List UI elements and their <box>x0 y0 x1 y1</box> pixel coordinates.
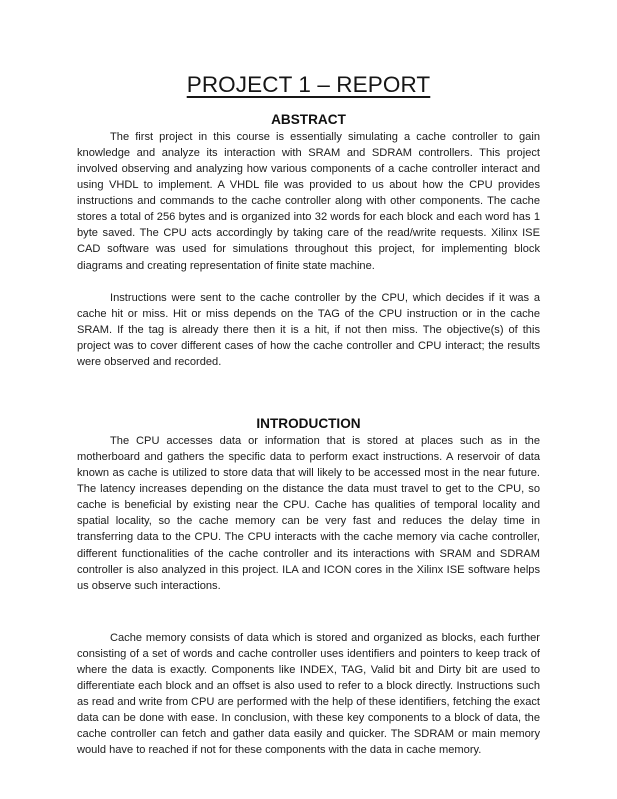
paragraph-spacer <box>77 274 540 290</box>
abstract-paragraph-1: The first project in this course is essentially simulating a cache controller to gain knowledge and analyze its interaction with SRAM and SDRAM controllers. This project involved observing and analyzing how various components of a cache controller interact and using VHDL to implement. A VHDL file was provided to us about how the CPU provides instructions and commands to the cache controller along with other components. The cache stores a total of 256 bytes and is organized into 32 words for each block and each word has 1 byte saved. The CPU acts accordingly by taking care of the read/write requests. Xilinx ISE CAD software was used for simulations throughout this project, for implementing block diagrams and creating representation of finite state machine. <box>77 130 540 272</box>
section-heading-abstract: ABSTRACT <box>271 112 346 128</box>
paragraph-spacer-large <box>77 594 540 630</box>
introduction-paragraph-1: The CPU accesses data or information that is stored at places such as in the motherboard and gathers the specific data to perform exact instructions. A reservoir of data known as cache is utilized to store data that will likely to be accessed most in the near future. The latency increases depending on the distance the data must travel to get to the CPU, so cache is beneficial by existing near the CPU. Cache has qualities of temporal locality and spatial locality, so the cache memory can be very fast and reduces the delay time in transferring data to the CPU. The CPU interacts with the cache memory via cache controller, different functionalities of the cache controller and its interactions with SRAM and SDRAM controller is also analyzed in this project. ILA and ICON cores in the Xilinx ISE software helps us observe such interactions. <box>77 434 540 592</box>
section-spacer <box>77 370 540 415</box>
section-heading-introduction: INTRODUCTION <box>256 416 361 432</box>
introduction-paragraph-2: Cache memory consists of data which is stored and organized as blocks, each further consisting of a set of words and cache controller uses identifiers and pointers to keep track of where the data is exactly. Components like INDEX, TAG, Valid bit and Dirty bit are used to differentiate each block and an offset is also used to refer to a block directly. Instructions such as read and write from CPU are performed with the help of these identifiers, fetching the exact data can be done with ease. In conclusion, with these key components to a block of data, the cache controller can fetch and gather data easily and quicker. The SDRAM or main memory would have to reached if not for these components with the data in cache memory. <box>77 631 540 757</box>
document-title-text: PROJECT 1 – REPORT <box>186 72 431 97</box>
document-title <box>77 0 540 98</box>
abstract-paragraph-2: Instructions were sent to the cache controller by the CPU, which decides if it was a cache hit or miss. Hit or miss depends on the TAG of the CPU instruction or in the cache SRAM. If the tag is already there then it is a hit, if not then miss. The objective(s) of this project was to cover different cases of how the cache controller and CPU interact; the results were observed and recorded. <box>77 291 540 369</box>
document-content-column <box>77 0 540 759</box>
